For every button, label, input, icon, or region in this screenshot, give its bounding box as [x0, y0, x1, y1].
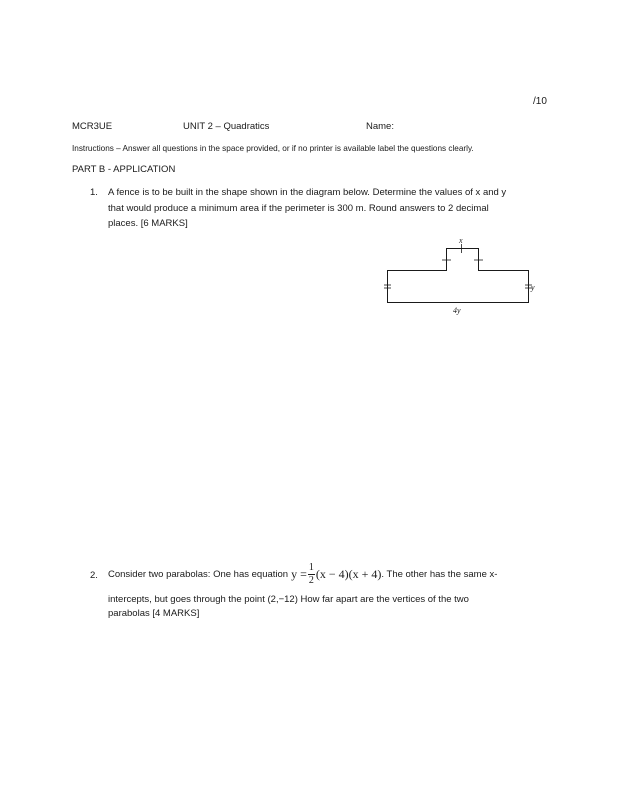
equation-rhs: (x − 4)(x + 4) [315, 566, 382, 581]
question-text-line: intercepts, but goes through the point (2,−12) How far apart are the vertices of the two [108, 594, 469, 605]
part-title: PART B - APPLICATION [72, 164, 176, 175]
equation-outro: . The other has the same x- [381, 568, 498, 580]
question-text-line [108, 558, 497, 590]
course-code: MCR3UE [72, 121, 113, 132]
instructions: Instructions – Answer all questions in the space provided, or if no printer is available label the questions clearly. [72, 144, 474, 153]
equation-intro: Consider two parabolas: One has equation [108, 568, 289, 580]
question-text-line: that would produce a minimum area if the perimeter is 300 m. Round answers to 2 decimal [108, 203, 489, 214]
diagram-label-y: y [531, 283, 535, 292]
diagram-label-x: x [459, 236, 463, 245]
question-number: 1. [90, 187, 98, 198]
fraction-numerator: 1 [308, 561, 314, 573]
question-number: 2. [90, 570, 98, 581]
question-text-line: places. [6 MARKS] [108, 218, 188, 229]
fence-outline [388, 249, 529, 303]
equation-lhs: y = [291, 566, 307, 581]
question-text-line: A fence is to be built in the shape shown in the diagram below. Determine the values of x and y [108, 187, 507, 198]
fraction-denominator: 2 [308, 574, 314, 586]
diagram-label-4y: 4y [453, 306, 461, 315]
fence-diagram [380, 232, 550, 322]
equation-fraction [308, 563, 315, 586]
unit-title: UNIT 2 – Quadratics [183, 121, 270, 132]
score-label: /10 [533, 96, 547, 107]
question-text-line: parabolas [4 MARKS] [108, 608, 200, 619]
name-label: Name: [366, 121, 394, 132]
